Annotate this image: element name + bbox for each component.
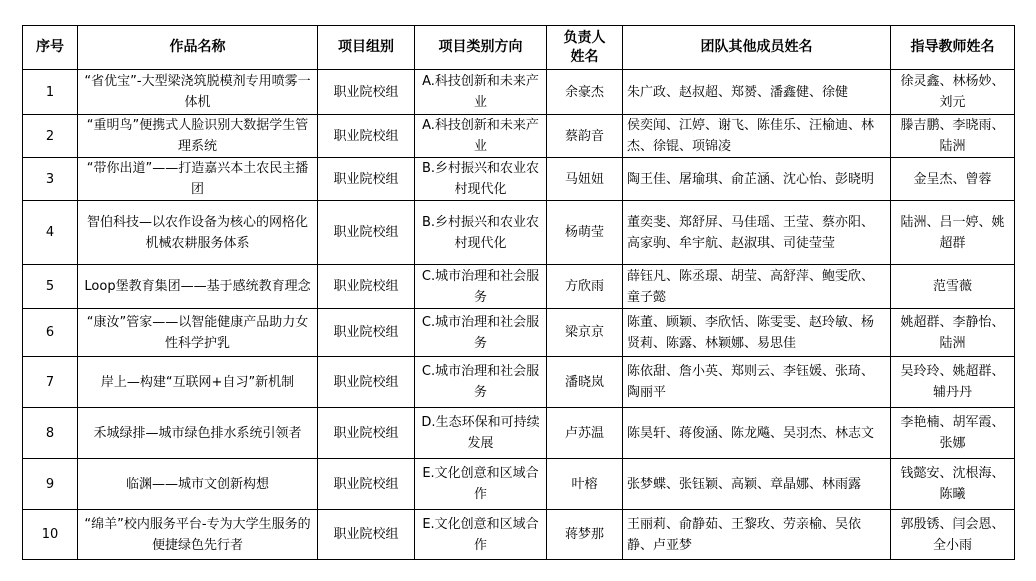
header-advisors: 指导教师姓名 <box>891 26 1015 70</box>
row-index: 3 <box>23 158 78 201</box>
row-category: D.生态环保和可持续发展 <box>415 408 547 459</box>
table-row <box>23 70 1015 115</box>
row-index: 8 <box>23 408 78 459</box>
row-leader: 蒋梦那 <box>547 510 623 560</box>
row-index: 10 <box>23 510 78 560</box>
table-row <box>23 158 1015 201</box>
row-title: 禾城绿排—城市绿色排水系统引领者 <box>78 408 318 459</box>
row-advisors: 滕吉鹏、李晓雨、陆洲 <box>891 115 1015 158</box>
header-index: 序号 <box>23 26 78 70</box>
row-advisors: 郭殷锈、闫会恩、全小雨 <box>891 510 1015 560</box>
row-members: 王丽莉、俞静茹、王黎玫、劳亲榆、吴依静、卢亚梦 <box>623 510 891 560</box>
row-category: B.乡村振兴和农业农村现代化 <box>415 201 547 265</box>
header-members: 团队其他成员姓名 <box>623 26 891 70</box>
header-title: 作品名称 <box>78 26 318 70</box>
row-leader: 余豪杰 <box>547 70 623 115</box>
row-category: A.科技创新和未来产业 <box>415 70 547 115</box>
row-advisors: 钱懿安、沈根海、陈曦 <box>891 459 1015 510</box>
table-row <box>23 115 1015 158</box>
table-row <box>23 357 1015 408</box>
row-group: 职业院校组 <box>318 309 415 357</box>
header-row <box>23 26 1015 70</box>
row-index: 9 <box>23 459 78 510</box>
row-members: 陈昊轩、蒋俊涵、陈龙飚、吴羽杰、林志文 <box>623 408 891 459</box>
row-title: Loop堡教育集团——基于感统教育理念 <box>78 265 318 309</box>
row-group: 职业院校组 <box>318 115 415 158</box>
row-advisors: 陆洲、吕一婷、姚超群 <box>891 201 1015 265</box>
row-advisors: 李艳楠、胡军霞、张娜 <box>891 408 1015 459</box>
row-members: 侯奕闻、江婷、谢飞、陈佳乐、汪榆迪、林杰、徐锟、项锦凌 <box>623 115 891 158</box>
row-members: 董奕斐、郑舒屏、马佳瑶、王莹、蔡亦阳、高家驹、牟宇航、赵淑琪、司徒莹莹 <box>623 201 891 265</box>
row-leader: 杨萌莹 <box>547 201 623 265</box>
row-group: 职业院校组 <box>318 201 415 265</box>
row-category: C.城市治理和社会服务 <box>415 309 547 357</box>
header-group: 项目组别 <box>318 26 415 70</box>
row-advisors: 徐灵鑫、林杨妙、刘元 <box>891 70 1015 115</box>
row-category: E.文化创意和区域合作 <box>415 510 547 560</box>
row-members: 朱广政、赵叔超、郑赟、潘鑫健、徐健 <box>623 70 891 115</box>
row-title: 智伯科技—以农作设备为核心的网格化机械农耕服务体系 <box>78 201 318 265</box>
table-row <box>23 201 1015 265</box>
row-category: E.文化创意和区域合作 <box>415 459 547 510</box>
row-leader: 蔡韵音 <box>547 115 623 158</box>
row-leader: 卢苏温 <box>547 408 623 459</box>
row-title: 临渊——城市文创新构想 <box>78 459 318 510</box>
row-group: 职业院校组 <box>318 70 415 115</box>
table-row <box>23 309 1015 357</box>
row-index: 5 <box>23 265 78 309</box>
row-title: “带你出道”——打造嘉兴本土农民主播团 <box>78 158 318 201</box>
row-category: C.城市治理和社会服务 <box>415 357 547 408</box>
table-row <box>23 510 1015 560</box>
row-members: 薛钰凡、陈丞璟、胡莹、高舒萍、鲍雯欣、童子懿 <box>623 265 891 309</box>
row-advisors: 姚超群、李静怡、陆洲 <box>891 309 1015 357</box>
table-row <box>23 408 1015 459</box>
projects-table <box>22 25 1015 560</box>
row-advisors: 金呈杰、曾蓉 <box>891 158 1015 201</box>
row-leader: 方欣雨 <box>547 265 623 309</box>
row-leader: 马妞妞 <box>547 158 623 201</box>
row-index: 4 <box>23 201 78 265</box>
row-leader: 叶榕 <box>547 459 623 510</box>
row-advisors: 范雪薇 <box>891 265 1015 309</box>
row-members: 陶王佳、屠瑜琪、俞芷涵、沈心怡、彭晓明 <box>623 158 891 201</box>
row-index: 1 <box>23 70 78 115</box>
row-members: 陈依甜、詹小英、郑则云、李钰媛、张琦、陶丽平 <box>623 357 891 408</box>
row-group: 职业院校组 <box>318 265 415 309</box>
row-advisors: 吴玲玲、姚超群、辅丹丹 <box>891 357 1015 408</box>
row-members: 陈董、顾颖、李欣恬、陈雯雯、赵玲敏、杨贤莉、陈露、林颖娜、易思佳 <box>623 309 891 357</box>
header-category: 项目类别方向 <box>415 26 547 70</box>
row-group: 职业院校组 <box>318 408 415 459</box>
row-group: 职业院校组 <box>318 357 415 408</box>
row-index: 7 <box>23 357 78 408</box>
row-group: 职业院校组 <box>318 459 415 510</box>
row-category: A.科技创新和未来产业 <box>415 115 547 158</box>
row-index: 6 <box>23 309 78 357</box>
row-title: “绵羊”校内服务平台-专为大学生服务的便捷绿色先行者 <box>78 510 318 560</box>
row-members: 张梦蝶、张钰颖、高颖、章晶娜、林雨露 <box>623 459 891 510</box>
row-index: 2 <box>23 115 78 158</box>
row-group: 职业院校组 <box>318 510 415 560</box>
row-category: B.乡村振兴和农业农村现代化 <box>415 158 547 201</box>
row-title: 岸上—构建“互联网+自习”新机制 <box>78 357 318 408</box>
row-category: C.城市治理和社会服务 <box>415 265 547 309</box>
table-row <box>23 459 1015 510</box>
header-leader: 负责人姓名 <box>547 26 623 70</box>
row-leader: 潘晓岚 <box>547 357 623 408</box>
row-title: “重明鸟”便携式人脸识别大数据学生管理系统 <box>78 115 318 158</box>
row-title: “康汝”管家——以智能健康产品助力女性科学护乳 <box>78 309 318 357</box>
row-title: “省优宝”-大型梁浇筑脱模剂专用喷雾一体机 <box>78 70 318 115</box>
row-leader: 梁京京 <box>547 309 623 357</box>
row-group: 职业院校组 <box>318 158 415 201</box>
table-row <box>23 265 1015 309</box>
